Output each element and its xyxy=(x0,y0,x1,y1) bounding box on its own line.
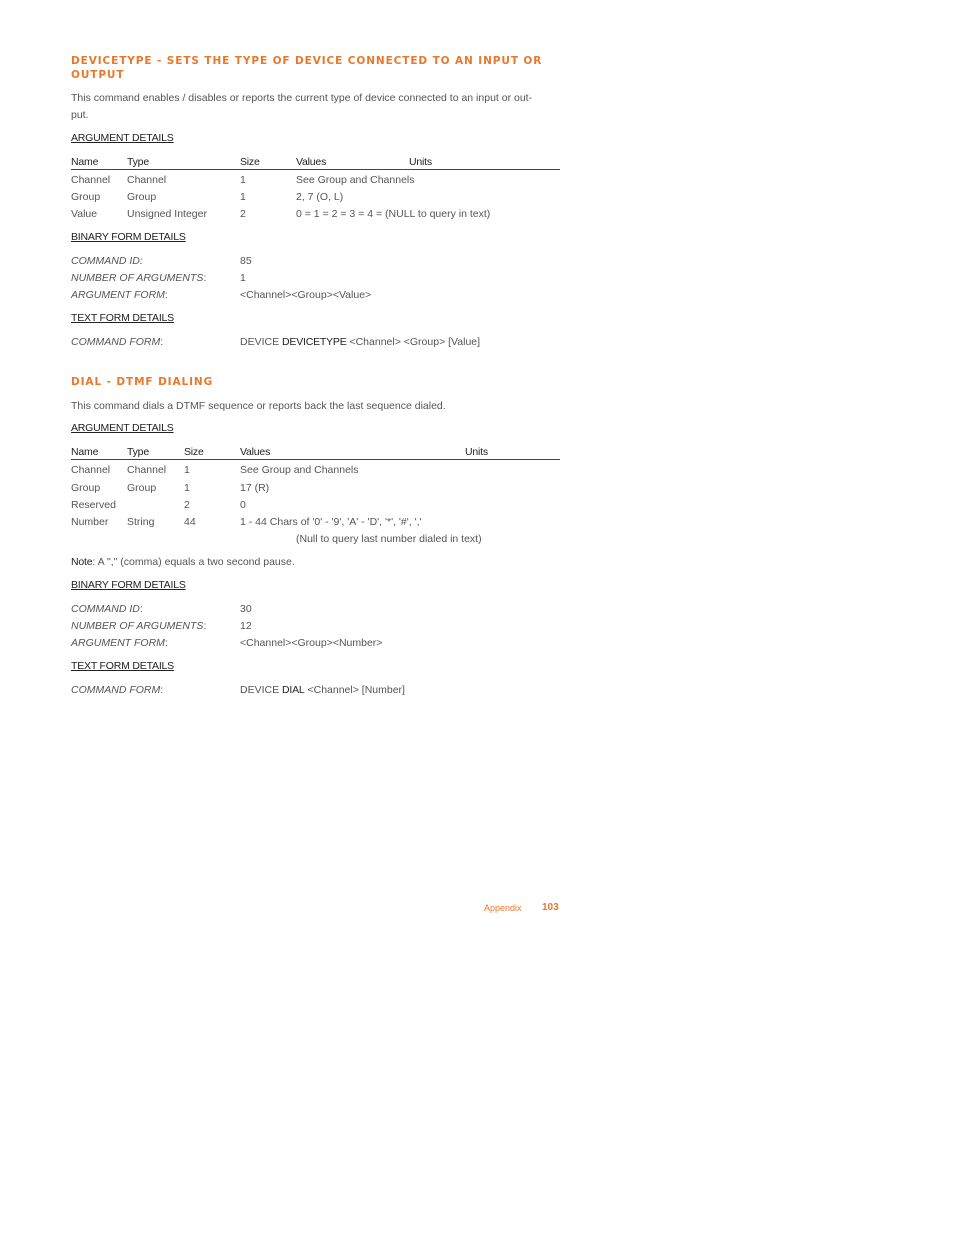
cell-type: Unsigned Integer xyxy=(127,208,207,220)
col-header-values: Values xyxy=(240,446,271,458)
cell-values: 17 (R) xyxy=(240,482,270,494)
cell-type: String xyxy=(127,516,155,528)
cell-size: 2 xyxy=(184,499,190,511)
command-id-value: 30 xyxy=(240,603,252,615)
col-header-size: Size xyxy=(184,446,204,458)
argument-details-heading: ARGUMENT DETAILS xyxy=(71,422,174,434)
col-header-values: Values xyxy=(296,156,327,168)
num-args-value: 12 xyxy=(240,620,252,632)
cell-name: Group xyxy=(71,191,101,203)
command-id-label: COMMAND ID: xyxy=(71,603,143,615)
cell-values: 2, 7 (O, L) xyxy=(296,191,344,203)
num-args-value: 1 xyxy=(240,272,246,284)
note: Note: A "," (comma) equals a two second pause. xyxy=(71,556,295,568)
binary-form-heading: BINARY FORM DETAILS xyxy=(71,579,186,591)
command-keyword: DEVICETYPE xyxy=(282,336,347,348)
col-header-name: Name xyxy=(71,156,99,168)
section-description-devicetype: This command enables / disables or reports the current type of device connected to an input or out-put. xyxy=(71,92,533,121)
note-label: Note xyxy=(71,556,93,568)
command-form-label: COMMAND FORM: xyxy=(71,336,164,348)
cell-name: Number xyxy=(71,516,109,528)
command-keyword: DIAL xyxy=(282,684,305,696)
cell-name: Channel xyxy=(71,464,111,476)
command-form-value: DEVICE DEVICETYPE <Channel> <Group> [Value] xyxy=(240,336,481,348)
table-continuation-row: (Null to query last number dialed in text) xyxy=(296,533,482,545)
section-title-devicetype: DEVICETYPE - SETS THE TYPE OF DEVICE CONNECTED TO AN INPUT OR OUTPUT xyxy=(71,55,543,81)
cell-size: 1 xyxy=(184,482,190,494)
arg-form-label: ARGUMENT FORM: xyxy=(71,637,168,649)
footer-section-label: Appendix xyxy=(484,903,522,913)
argument-details-heading: ARGUMENT DETAILS xyxy=(71,132,174,144)
col-header-units: Units xyxy=(409,156,432,168)
num-args-label: NUMBER OF ARGUMENTS: xyxy=(71,272,207,284)
arg-form-value: <Channel><Group><Value> xyxy=(240,289,372,301)
cell-size: 2 xyxy=(240,208,246,220)
command-id-label: COMMAND ID: xyxy=(71,255,143,267)
command-id-value: 85 xyxy=(240,255,252,267)
table-header-rule xyxy=(71,459,560,460)
binary-form-heading: BINARY FORM DETAILS xyxy=(71,231,186,243)
cell-size: 1 xyxy=(184,464,190,476)
arg-form-label: ARGUMENT FORM: xyxy=(71,289,168,301)
cell-size: 1 xyxy=(240,191,246,203)
col-header-name: Name xyxy=(71,446,99,458)
cell-name: Channel xyxy=(71,174,111,186)
col-header-units: Units xyxy=(465,446,488,458)
num-args-label: NUMBER OF ARGUMENTS: xyxy=(71,620,207,632)
cell-size: 44 xyxy=(184,516,196,528)
cell-name: Reserved xyxy=(71,499,116,511)
cell-name: Group xyxy=(71,482,101,494)
cell-type: Channel xyxy=(127,464,167,476)
cell-name: Value xyxy=(71,208,98,220)
cell-values: 0 xyxy=(240,499,246,511)
page-number: 103 xyxy=(542,902,559,913)
col-header-size: Size xyxy=(240,156,260,168)
cell-values: 0 = 1 = 2 = 3 = 4 = (NULL to query in text) xyxy=(296,208,491,220)
cell-values: See Group and Channels xyxy=(240,464,359,476)
table-header-rule xyxy=(71,169,560,170)
cell-size: 1 xyxy=(240,174,246,186)
cell-type: Group xyxy=(127,191,157,203)
text-form-heading: TEXT FORM DETAILS xyxy=(71,312,174,324)
col-header-type: Type xyxy=(127,446,149,458)
text-form-heading: TEXT FORM DETAILS xyxy=(71,660,174,672)
command-form-value: DEVICE DIAL <Channel> [Number] xyxy=(240,684,405,696)
cell-values: See Group and Channels xyxy=(296,174,415,186)
cell-values: 1 - 44 Chars of '0' - '9', 'A' - 'D', '*', '#', ',' xyxy=(240,516,422,528)
cell-type: Channel xyxy=(127,174,167,186)
command-form-label: COMMAND FORM: xyxy=(71,684,164,696)
section-title-dial: DIAL - DTMF DIALING xyxy=(71,376,214,388)
cell-type: Group xyxy=(127,482,157,494)
section-description-dial: This command dials a DTMF sequence or reports back the last sequence dialed. xyxy=(71,400,446,412)
col-header-type: Type xyxy=(127,156,149,168)
arg-form-value: <Channel><Group><Number> xyxy=(240,637,383,649)
